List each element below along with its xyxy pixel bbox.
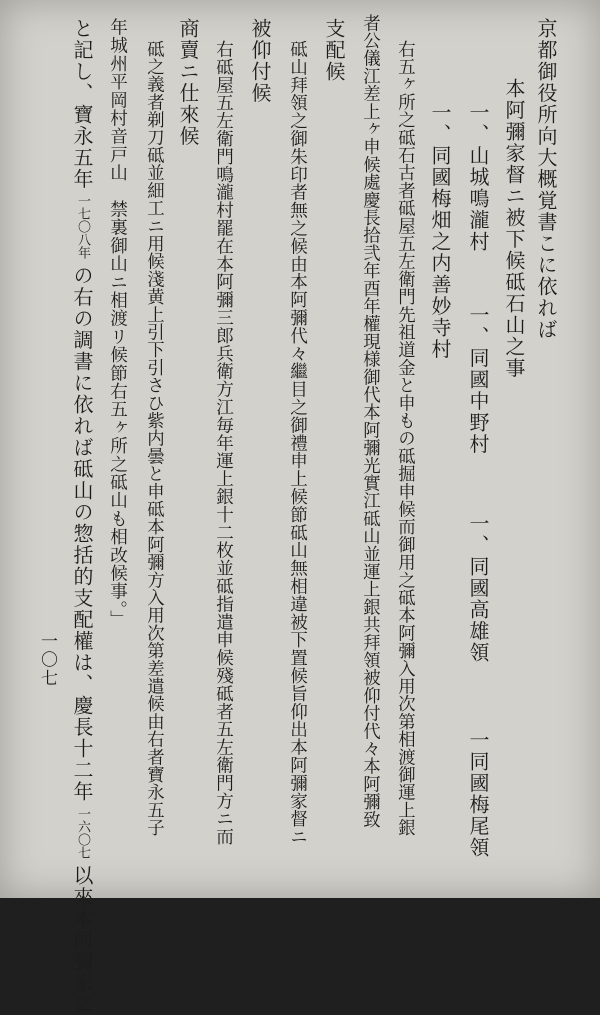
- text-column-13: 年城州平岡村音戸山 禁裏御山ニ相渡リ候節右五ヶ所之砥山も相改候事。」: [108, 18, 126, 628]
- year-annotation: 一六〇七: [75, 807, 90, 859]
- text-column-2: 本阿彌家督ニ被下候砥石山之事: [504, 78, 524, 379]
- text-column-11: 商賣ニ仕來候: [178, 18, 198, 147]
- text-column-5: 右五ヶ所之砥石古者砥屋五左衛門先祖道金と申もの砥掘申候而御用之砥本阿彌入用次第相渡御運上銀: [395, 40, 412, 837]
- text-column-12: 砥之義者剃刀砥並細工ニ用候淺黄上引下引さひ紫内曇と申砥本阿彌方入用次第差遣候由右者寶永五子: [144, 40, 161, 837]
- list-item-narutaki: 一、山城鳴瀧村: [466, 102, 490, 253]
- text-column-7: 支配候: [324, 18, 344, 83]
- text-column-4: 一、同國梅畑之内善妙寺村: [430, 102, 450, 360]
- text-column-8: 砥山拜領之御朱印者無之候由本阿彌代々繼目之御禮申上候節砥山無相違被下置候旨仰出本阿彌家督ニ: [288, 40, 306, 846]
- text-segment: と記し、寶永五年: [70, 18, 94, 190]
- text-segment: の右の調書に依れば砥山の惣括的支配權は、慶長十二年: [70, 265, 94, 803]
- text-column-3: [468, 102, 488, 859]
- text-column-6: 者公儀江差上ヶ申候處慶長拾弐年酉年權現様御代本阿彌光實江砥山並運上銀共拜領被仰付代々本阿彌致: [360, 14, 377, 828]
- text-column-9: 被仰付候: [250, 18, 270, 104]
- text-column-10: 右砥屋五左衛門鳴瀧村罷在本阿彌三郎兵衛方江毎年運上銀十二枚並砥指遣申候殘砥者五左衛門方ニ而: [214, 40, 232, 846]
- text-column-14: [72, 18, 92, 1015]
- list-item-togano: 一同國梅尾領: [466, 730, 490, 859]
- list-item-nakano: 一、同國中野村: [466, 305, 490, 456]
- year-annotation: 一七〇八年: [75, 194, 90, 259]
- list-item-takao: 一、同國高雄領: [466, 513, 490, 664]
- text-column-1: 京都御役所向大概覚書こに依れば: [536, 18, 556, 341]
- text-segment: 以來本阿彌家に: [70, 865, 94, 1015]
- page-number: 一〇七: [38, 632, 55, 688]
